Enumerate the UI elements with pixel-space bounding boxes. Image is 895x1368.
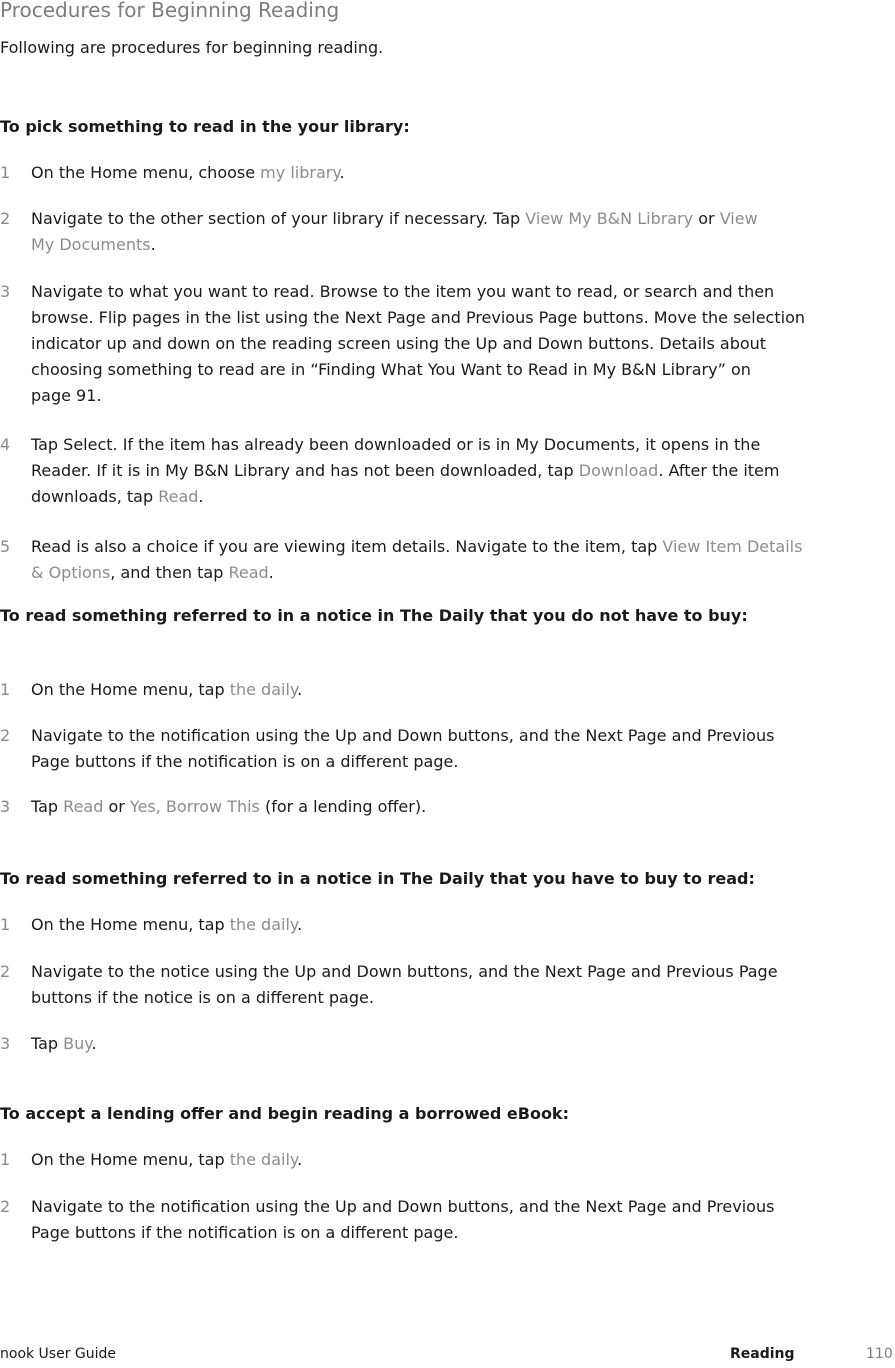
step-line — [31, 560, 895, 586]
step-line — [31, 794, 895, 820]
step-number: 1 — [0, 915, 11, 934]
ui-term: the daily — [229, 1150, 298, 1169]
step-line — [31, 432, 895, 458]
ui-term: My Documents — [31, 235, 151, 254]
section-heading: To read something referred to in a notice in The Daily that you do not have to buy: — [0, 606, 748, 625]
list-item — [0, 160, 895, 186]
step-text — [31, 206, 895, 258]
list-item — [0, 1194, 895, 1246]
step-number: 1 — [0, 680, 11, 699]
ui-term: Buy — [63, 1034, 92, 1053]
step-text-run: . — [339, 163, 345, 182]
step-text-run: choosing something to read are in “Finding What You Want to Read in My B&N Library” on — [31, 360, 751, 379]
step-text — [31, 160, 895, 186]
step-text — [31, 534, 895, 586]
step-text-run: . — [297, 680, 303, 699]
step-number: 3 — [0, 1034, 11, 1053]
step-text-run: On the Home menu, tap — [31, 915, 230, 934]
section-heading: To pick something to read in the your library: — [0, 117, 410, 136]
step-number: 1 — [0, 163, 11, 182]
list-item — [0, 206, 895, 258]
ui-term: the daily — [229, 915, 298, 934]
step-text-run: Reader. If it is in My B&N Library and has not been downloaded, tap — [31, 461, 579, 480]
step-line — [31, 534, 895, 560]
step-line — [31, 723, 895, 749]
step-text-run: On the Home menu, choose — [31, 163, 261, 182]
step-number: 3 — [0, 797, 11, 816]
step-text-run: . — [297, 1150, 303, 1169]
step-line — [31, 1147, 895, 1173]
step-number: 2 — [0, 209, 11, 228]
ui-term: my library — [260, 163, 340, 182]
step-line — [31, 985, 895, 1011]
ui-term: Read — [228, 563, 269, 582]
section-heading: To read something referred to in a notice in The Daily that you have to buy to read: — [0, 869, 755, 888]
step-text-run: or — [103, 797, 130, 816]
list-item — [0, 723, 895, 775]
step-text-run: Navigate to the other section of your library if necessary. Tap — [31, 209, 526, 228]
step-text — [31, 912, 895, 938]
list-item — [0, 534, 895, 586]
step-text — [31, 432, 895, 510]
ui-term: View Item Details — [662, 537, 803, 556]
list-item — [0, 794, 895, 820]
list-item — [0, 432, 895, 510]
step-number: 2 — [0, 1197, 11, 1216]
list-item — [0, 1031, 895, 1057]
step-number: 5 — [0, 537, 11, 556]
step-text-run: Tap — [31, 1034, 64, 1053]
step-text-run: On the Home menu, tap — [31, 680, 230, 699]
step-line — [31, 484, 895, 510]
step-line — [31, 912, 895, 938]
list-item — [0, 279, 895, 409]
step-text-run: . — [297, 915, 303, 934]
step-text — [31, 279, 895, 409]
step-text-run: Navigate to the notiﬁcation using the Up and Down buttons, and the Next Page and Previous — [31, 1197, 775, 1216]
ui-term: & Options — [31, 563, 111, 582]
section-heading: To accept a lending offer and begin reading a borrowed eBook: — [0, 1104, 569, 1123]
step-text-run: (for a lending offer). — [259, 797, 427, 816]
step-text-run: . After the item — [658, 461, 780, 480]
step-line — [31, 305, 895, 331]
step-text — [31, 959, 895, 1011]
ui-term: Read — [63, 797, 104, 816]
step-text-run: Navigate to the notice using the Up and Down buttons, and the Next Page and Previous Page — [31, 962, 778, 981]
step-number: 2 — [0, 962, 11, 981]
step-number: 1 — [0, 1150, 11, 1169]
step-text-run: . — [268, 563, 274, 582]
step-text-run: On the Home menu, tap — [31, 1150, 230, 1169]
step-text-run: . — [91, 1034, 97, 1053]
ui-term: View — [719, 209, 758, 228]
intro-text: Following are procedures for beginning reading. — [0, 38, 384, 57]
step-line — [31, 1220, 895, 1246]
step-line — [31, 331, 895, 357]
step-number: 4 — [0, 435, 11, 454]
list-item — [0, 959, 895, 1011]
step-text — [31, 723, 895, 775]
step-text-run: buttons if the notice is on a different page. — [31, 988, 374, 1007]
step-line — [31, 749, 895, 775]
footer-section-name: Reading — [730, 1346, 795, 1362]
step-line — [31, 357, 895, 383]
ui-term: View My B&N Library — [525, 209, 694, 228]
step-line — [31, 383, 895, 409]
step-line — [31, 206, 895, 232]
step-text-run: Page buttons if the notiﬁcation is on a different page. — [31, 752, 459, 771]
step-text-run: . — [198, 487, 204, 506]
step-line — [31, 959, 895, 985]
step-text — [31, 1194, 895, 1246]
ui-term: Download — [578, 461, 659, 480]
footer-guide-title: nook User Guide — [0, 1346, 117, 1362]
step-line — [31, 458, 895, 484]
ui-term: Read — [158, 487, 199, 506]
step-text-run: or — [693, 209, 720, 228]
step-text-run: Navigate to what you want to read. Browse to the item you want to read, or search and then — [31, 282, 775, 301]
step-line — [31, 160, 895, 186]
step-number: 2 — [0, 726, 11, 745]
ui-term: Yes, Borrow This — [129, 797, 260, 816]
ui-term: the daily — [229, 680, 298, 699]
list-item — [0, 1147, 895, 1173]
list-item — [0, 912, 895, 938]
step-text-run: Read is also a choice if you are viewing item details. Navigate to the item, tap — [31, 537, 663, 556]
step-text-run: Tap Select. If the item has already been downloaded or is in My Documents, it opens in the — [31, 435, 761, 454]
step-line — [31, 1194, 895, 1220]
step-text-run: Tap — [31, 797, 64, 816]
step-text-run: Page buttons if the notiﬁcation is on a different page. — [31, 1223, 459, 1242]
step-number: 3 — [0, 282, 11, 301]
step-line — [31, 279, 895, 305]
step-line — [31, 1031, 895, 1057]
step-text — [31, 1031, 895, 1057]
step-text — [31, 677, 895, 703]
step-text-run: browse. Flip pages in the list using the Next Page and Previous Page buttons. Move the selection — [31, 308, 805, 327]
step-text-run: , and then tap — [110, 563, 229, 582]
step-text — [31, 794, 895, 820]
step-text-run: downloads, tap — [31, 487, 159, 506]
step-line — [31, 677, 895, 703]
step-text — [31, 1147, 895, 1173]
step-text-run: page 91. — [31, 386, 102, 405]
list-item — [0, 677, 895, 703]
step-text-run: indicator up and down on the reading screen using the Up and Down buttons. Details about — [31, 334, 767, 353]
step-text-run: Navigate to the notiﬁcation using the Up and Down buttons, and the Next Page and Previous — [31, 726, 775, 745]
page-title: Procedures for Beginning Reading — [0, 0, 340, 22]
step-line — [31, 232, 895, 258]
step-text-run: . — [150, 235, 156, 254]
footer-page-number: 110 — [866, 1346, 893, 1362]
